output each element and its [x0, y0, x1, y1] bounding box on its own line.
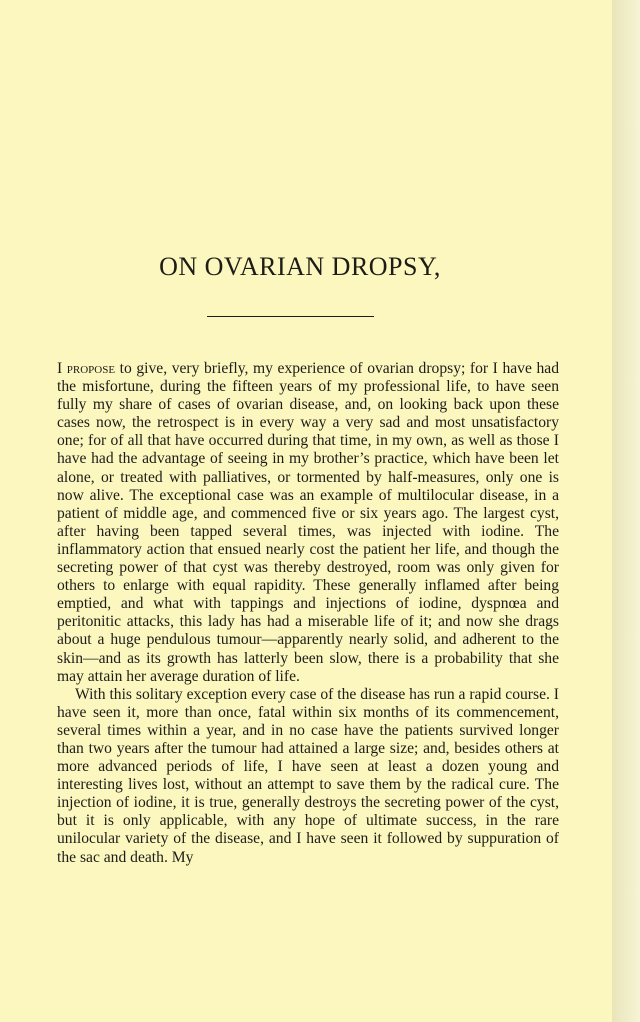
- chapter-title: ON OVARIAN DROPSY,: [159, 252, 441, 281]
- paragraph-text: to give, very briefly, my experience of ovarian dropsy; for I have had the misfortune, during the fifteen years of my professional life, to have seen fully my share of cases of ovarian disease, and, on looking back upon these cases now, the retrospect is in every way a very sad and most unsatisfactory one; for of all that have occurred during that time, in my own, as well as those I have had the advantage of seeing in my brother’s practice, which have been let alone, or treated with palliatives, or tormented by half-measures, only one is now alive. The exceptional case was an example of multilocular disease, in a patient of middle age, and commenced five or six years ago. The largest cyst, after having been tapped several times, was injected with iodine. The inflammatory action that ensued nearly cost the patient her life, and though the secreting power of that cyst was thereby destroyed, room was only given for others to enlarge with equal rapidity. These generally inflamed after being emptied, and what with tappings and injections of iodine, dyspnœa and peritonitic attacks, this lady has had a miserable life of it; and now she drags about a huge pendulous tumour—apparently nearly solid, and adherent to the skin—and as its growth has latterly been slow, there is a probability that she may attain her average duration of life.: [57, 360, 559, 685]
- title-rule: [207, 316, 374, 317]
- paragraph-text: With this solitary exception every case of the disease has run a rapid course. I have seen it, more than once, fatal within six months of its commencement, several times within a year, and in no case have the patients survived longer than two years after the tumour had attained a large size; and, besides others at more advanced periods of life, I have seen at least a dozen young and interesting lives lost, without an attempt to save them by the radical cure. The injection of iodine, it is true, generally destroys the secreting power of the cyst, but it is only applicable, with any hope of ultimate success, in the rare unilocular variety of the disease, and I have seen it followed by suppuration of the sac and death. My: [57, 685, 559, 866]
- page-edge: [612, 0, 640, 1022]
- paragraph-1: [57, 360, 559, 686]
- paragraph-2: [57, 686, 559, 867]
- body-text: [57, 360, 559, 867]
- paragraph-lead: I propose: [57, 360, 116, 377]
